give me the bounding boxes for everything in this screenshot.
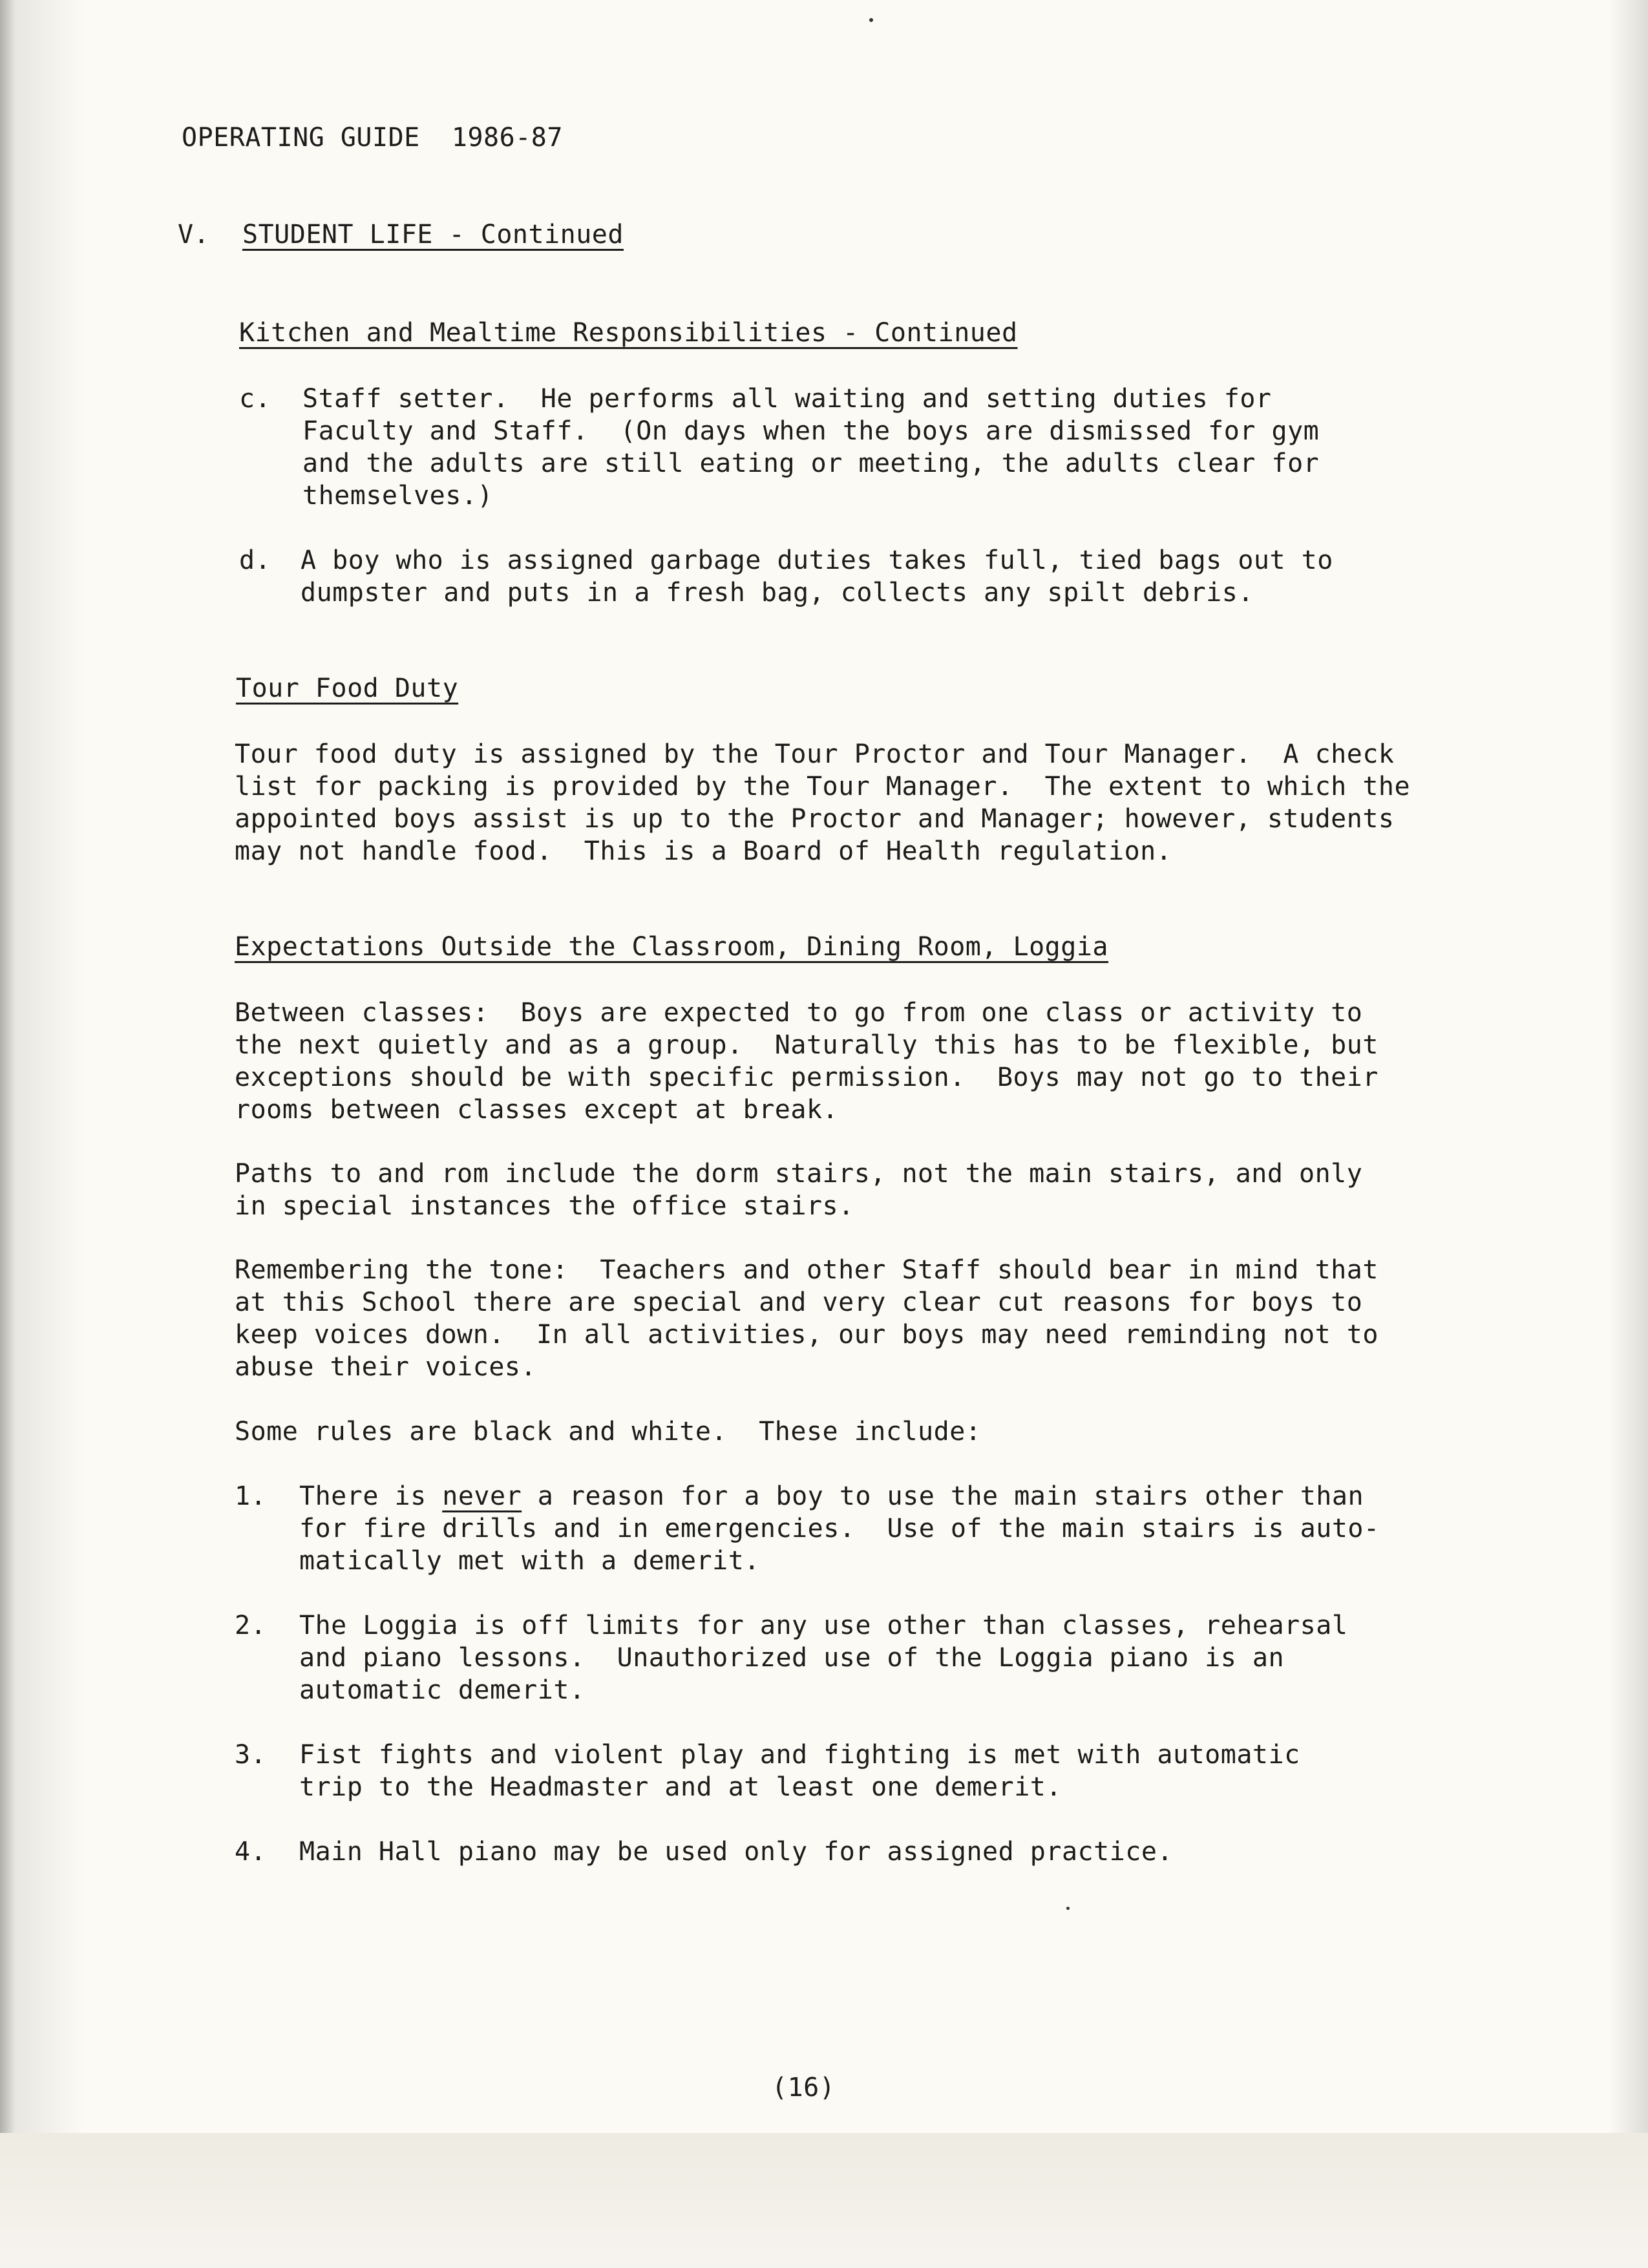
section-title: STUDENT LIFE - Continued: [242, 220, 624, 249]
between-classes-line: the next quietly and as a group. Naturally this has to be flexible, but: [235, 1030, 1379, 1060]
rule-1-first-line: [299, 1480, 1364, 1512]
tour-line: Tour food duty is assigned by the Tour Proctor and Tour Manager. A check: [235, 739, 1395, 769]
rule-3-marker: 3.: [235, 1740, 267, 1770]
section-number: V.: [178, 220, 210, 249]
item-d-line: dumpster and puts in a fresh bag, collects any spilt debris.: [301, 578, 1254, 608]
rule-2-marker: 2.: [235, 1611, 267, 1640]
tone-line: at this School there are special and very clear cut reasons for boys to: [235, 1288, 1363, 1317]
tour-heading: Tour Food Duty: [236, 673, 459, 703]
page-edge-shadow: [1609, 0, 1648, 2133]
rule-3-line: Fist fights and violent play and fighting is met with automatic: [299, 1740, 1300, 1770]
rule-4-line: Main Hall piano may be used only for assigned practice.: [299, 1837, 1174, 1867]
rule-1-emphasis: never: [442, 1481, 522, 1511]
kitchen-heading: Kitchen and Mealtime Responsibilities - Continued: [239, 318, 1018, 348]
item-c-marker: c.: [239, 384, 271, 414]
rule-2-line: and piano lessons. Unauthorized use of the Loggia piano is an: [299, 1643, 1285, 1673]
scan-speck: [869, 18, 873, 22]
tour-line: list for packing is provided by the Tour Manager. The extent to which the: [235, 772, 1411, 801]
rule-1-marker: 1.: [235, 1481, 267, 1511]
rule-4-marker: 4.: [235, 1837, 267, 1867]
page-number: (16): [772, 2073, 836, 2103]
scan-speck: [1066, 1907, 1070, 1910]
binding-shadow: [0, 0, 84, 2133]
between-classes-line: exceptions should be with specific permission. Boys may not go to their: [235, 1063, 1379, 1092]
tour-line: may not handle food. This is a Board of Health regulation.: [235, 836, 1172, 866]
item-c-line: Faculty and Staff. (On days when the boys are dismissed for gym: [302, 416, 1320, 446]
rules-intro: Some rules are black and white. These include:: [235, 1417, 982, 1447]
item-d-line: A boy who is assigned garbage duties takes full, tied bags out to: [301, 546, 1333, 575]
item-c-line: themselves.): [302, 481, 493, 511]
rule-1-line: for fire drills and in emergencies. Use of the main stairs is auto-: [299, 1514, 1380, 1543]
between-classes-line: rooms between classes except at break.: [235, 1095, 839, 1125]
between-classes-line: Between classes: Boys are expected to go from one class or activity to: [235, 998, 1363, 1028]
tour-line: appointed boys assist is up to the Proctor and Manager; however, students: [235, 804, 1395, 834]
paths-line: in special instances the office stairs.: [235, 1191, 854, 1221]
rule-1-text: a reason for a boy to use the main stairs other than: [522, 1481, 1364, 1511]
tone-line: keep voices down. In all activities, our boys may need reminding not to: [235, 1320, 1379, 1350]
tone-line: Remembering the tone: Teachers and other Staff should bear in mind that: [235, 1255, 1379, 1285]
expectations-heading: Expectations Outside the Classroom, Dining Room, Loggia: [235, 932, 1109, 962]
document-header: OPERATING GUIDE 1986-87: [182, 123, 563, 153]
item-d-marker: d.: [239, 546, 271, 575]
paths-line: Paths to and rom include the dorm stairs, not the main stairs, and only: [235, 1159, 1363, 1189]
item-c-line: Staff setter. He performs all waiting and setting duties for: [302, 384, 1272, 414]
tone-line: abuse their voices.: [235, 1352, 537, 1382]
rule-3-line: trip to the Headmaster and at least one demerit.: [299, 1772, 1062, 1802]
rule-1-text: There is: [299, 1481, 443, 1511]
rule-2-line: The Loggia is off limits for any use other than classes, rehearsal: [299, 1611, 1348, 1640]
item-c-line: and the adults are still eating or meeting, the adults clear for: [302, 449, 1320, 478]
rule-1-line: matically met with a demerit.: [299, 1546, 760, 1576]
scan-background: [0, 2133, 1648, 2268]
rule-2-line: automatic demerit.: [299, 1675, 586, 1705]
